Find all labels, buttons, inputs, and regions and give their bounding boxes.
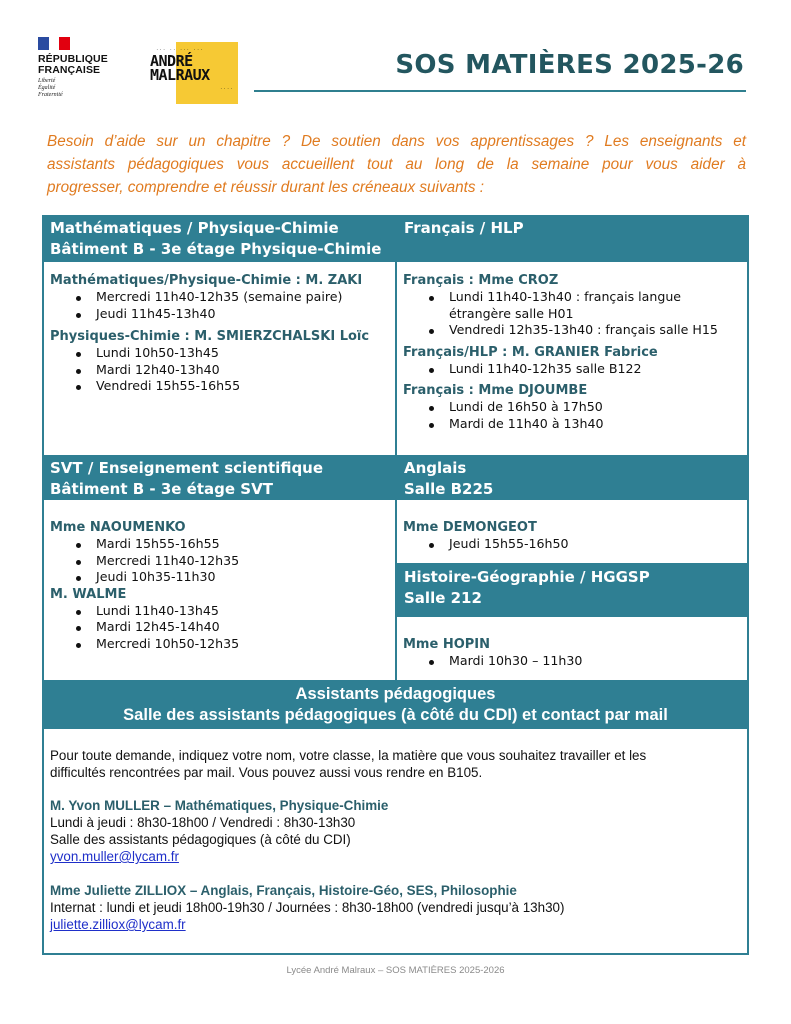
- slot-item: Lundi 11h40-12h35 salle B122: [403, 361, 747, 378]
- section-body-svt: [44, 500, 394, 680]
- republique-francaise-wordmark: [38, 54, 108, 76]
- bullet-icon: [76, 313, 81, 318]
- rf-name-line: RÉPUBLIQUE: [38, 53, 108, 65]
- teacher-name: Français : Mme CROZ: [403, 273, 559, 288]
- intro-line: assistants pédagogiques vous accueillent tout au long de la semaine pour vous aider à: [47, 156, 746, 173]
- teacher-name: Physiques-Chimie : M. SMIERZCHALSKI Loïc: [50, 329, 370, 344]
- logo-line: MALRAUX: [150, 66, 210, 84]
- slot-item: Mardi 15h55-16h55: [50, 536, 394, 553]
- slot-item: Lundi 11h40-13h40 : français langue: [403, 289, 747, 306]
- slot-list: [403, 536, 747, 553]
- section-location: Bâtiment B - 3e étage SVT: [50, 480, 273, 498]
- assistant-hours: Lundi à jeudi : 8h30-18h00 / Vendredi : 8h30-13h30: [50, 815, 356, 830]
- slot-item: Jeudi 10h35-11h30: [50, 569, 394, 586]
- section-header-assistants: [42, 680, 749, 729]
- bullet-icon: [76, 543, 81, 548]
- section-location: Salle B225: [404, 480, 494, 498]
- assistant-location: Salle des assistants pédagogiques (à côté du CDI): [50, 832, 351, 847]
- intro-paragraph: [47, 130, 746, 199]
- slot-item: Mardi 10h30 – 11h30: [403, 653, 747, 670]
- lycee-andre-malraux-logo: [146, 42, 238, 104]
- slot-item: Vendredi 15h55-16h55: [50, 378, 394, 395]
- section-header-anglais: [396, 455, 749, 500]
- slot-item: Mardi 12h45-14h40: [50, 619, 394, 636]
- slot-item: Lundi 10h50-13h45: [50, 345, 394, 362]
- marianne-flag-icon: [38, 37, 70, 50]
- section-title: Français / HLP: [404, 219, 524, 237]
- section-body-francais: [397, 262, 747, 455]
- slot-item: Mercredi 11h40-12h35 (semaine paire): [50, 289, 394, 306]
- section-title: SVT / Enseignement scientifique: [50, 459, 324, 477]
- page-footer: Lycée André Malraux – SOS MATIÈRES 2025-2026: [286, 965, 505, 976]
- section-location: Salle 212: [404, 589, 482, 607]
- teacher-name: Mme HOPIN: [403, 637, 491, 652]
- logo-small-text: ··· ·· ··· ···: [156, 47, 204, 52]
- assistants-intro: [50, 747, 747, 781]
- motto-line: Fraternité: [38, 92, 63, 98]
- rf-name-line: FRANÇAISE: [38, 64, 101, 76]
- bullet-icon: [76, 369, 81, 374]
- slot-item: Mardi de 11h40 à 13h40: [403, 416, 747, 433]
- teacher-name: Français : Mme DJOUMBE: [403, 383, 588, 398]
- intro-line: progresser, comprendre et réussir durant les créneaux suivants :: [47, 179, 485, 196]
- slot-item: Mercredi 11h40-12h35: [50, 553, 394, 570]
- assistants-intro-line: Pour toute demande, indiquez votre nom, votre classe, la matière que vous souhaitez travailler et les: [50, 748, 647, 763]
- teacher-name: Mathématiques/Physique-Chimie : M. ZAKI: [50, 273, 363, 288]
- table-border-right: [747, 215, 749, 955]
- slot-list: [50, 536, 394, 586]
- slot-list: [403, 653, 747, 670]
- bullet-icon: [429, 543, 434, 548]
- bullet-icon: [76, 576, 81, 581]
- slot-item: Jeudi 11h45-13h40: [50, 306, 394, 323]
- section-header-maths: [42, 215, 395, 262]
- assistant-email-row: [50, 848, 747, 865]
- slot-item: Lundi de 16h50 à 17h50: [403, 399, 747, 416]
- logo-wordmark: [150, 54, 210, 82]
- republique-motto: [38, 78, 63, 99]
- assistant-name: M. Yvon MULLER – Mathématiques, Physique-Chimie: [50, 798, 389, 813]
- slot-list: [50, 289, 394, 322]
- bullet-icon: [76, 610, 81, 615]
- slot-list: [403, 399, 747, 432]
- motto-line: Égalité: [38, 85, 56, 91]
- slot-list: [50, 603, 394, 653]
- slot-list: [50, 345, 394, 395]
- assistant-hours: Internat : lundi et jeudi 18h00-19h30 / Journées : 8h30-18h00 (vendredi jusqu’à 13h30): [50, 900, 565, 915]
- intro-line: Besoin d’aide sur un chapitre ? De soutien dans vos apprentissages ? Les enseignants et: [47, 133, 746, 150]
- slot-item: Vendredi 12h35-13h40 : français salle H15: [403, 322, 747, 339]
- bullet-icon: [76, 296, 81, 301]
- section-header-histoire: [396, 563, 749, 617]
- teacher-name: M. WALME: [50, 586, 127, 602]
- assistants-intro-line: difficultés rencontrées par mail. Vous pouvez aussi vous rendre en B105.: [50, 765, 483, 780]
- title-underline: [254, 90, 746, 92]
- assistant-name: Mme Juliette ZILLIOX – Anglais, Français, Histoire-Géo, SES, Philosophie: [50, 883, 517, 898]
- assistant-card: [50, 797, 747, 865]
- bullet-icon: [76, 560, 81, 565]
- table-border-bottom: [42, 953, 749, 955]
- section-title: Anglais: [404, 459, 467, 477]
- section-location: Bâtiment B - 3e étage Physique-Chimie: [50, 240, 382, 258]
- slot-item: Mercredi 10h50-12h35: [50, 636, 394, 653]
- slot-item-continued: étrangère salle H01: [449, 305, 574, 321]
- bullet-icon: [429, 406, 434, 411]
- slot-item: Lundi 11h40-13h45: [50, 603, 394, 620]
- section-title: Histoire-Géographie / HGGSP: [404, 568, 650, 586]
- bullet-icon: [429, 423, 434, 428]
- bullet-icon: [429, 296, 434, 301]
- bullet-icon: [76, 385, 81, 390]
- republique-francaise-logo: [38, 37, 128, 112]
- teacher-name: Mme NAOUMENKO: [50, 520, 186, 535]
- table-column-divider: [395, 215, 397, 680]
- section-body-maths: [44, 262, 394, 455]
- slot-list: [403, 289, 747, 339]
- section-title: Assistants pédagogiques: [295, 685, 496, 703]
- bullet-icon: [76, 352, 81, 357]
- teacher-name: Mme DEMONGEOT: [403, 520, 537, 535]
- page-title: SOS MATIÈRES 2025-26: [395, 50, 744, 80]
- email-link[interactable]: juliette.zilliox@lycam.fr: [50, 917, 186, 932]
- assistant-card: [50, 882, 747, 933]
- slot-item: Jeudi 15h55-16h50: [403, 536, 747, 553]
- section-body-histoire: [397, 617, 747, 680]
- teacher-name: Français/HLP : M. GRANIER Fabrice: [403, 344, 658, 360]
- slot-list: [403, 361, 747, 378]
- slot-item: Mardi 12h40-13h40: [50, 362, 394, 379]
- section-body-assistants: [44, 729, 747, 953]
- bullet-icon: [76, 626, 81, 631]
- assistant-email-row: [50, 916, 747, 933]
- logo-line: ANDRÉ: [150, 52, 193, 70]
- bullet-icon: [429, 329, 434, 334]
- table-border-left: [42, 215, 44, 955]
- section-title: Mathématiques / Physique-Chimie: [50, 219, 339, 237]
- email-link[interactable]: yvon.muller@lycam.fr: [50, 849, 179, 864]
- logo-small-text: ····: [220, 86, 234, 91]
- section-header-francais: [396, 215, 749, 262]
- bullet-icon: [429, 368, 434, 373]
- section-header-svt: [42, 455, 395, 500]
- section-location: Salle des assistants pédagogiques (à côté du CDI) et contact par mail: [123, 706, 668, 724]
- bullet-icon: [76, 643, 81, 648]
- section-body-anglais: [397, 500, 747, 563]
- motto-line: Liberté: [38, 78, 56, 84]
- bullet-icon: [429, 660, 434, 665]
